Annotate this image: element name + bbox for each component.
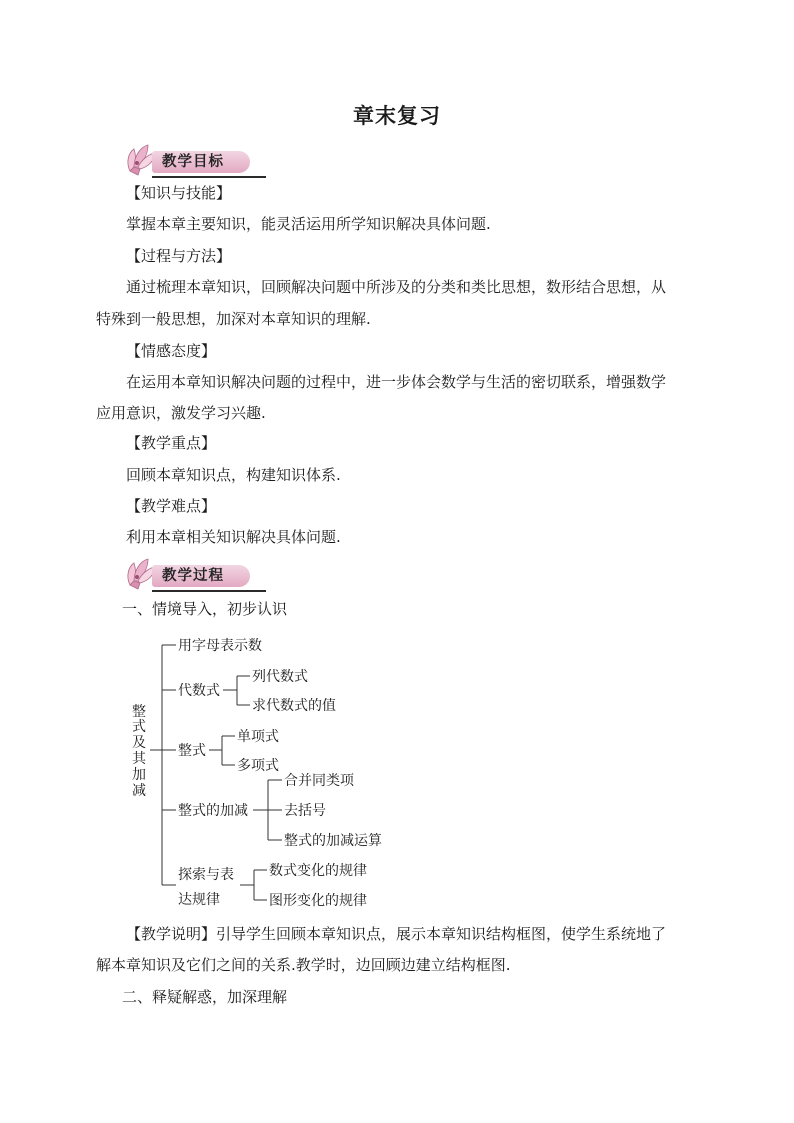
- tree-root-char: 其: [132, 751, 146, 767]
- tree-node: 整式的加减: [178, 803, 248, 819]
- step-1-heading: 一、情境导入，初步认识: [122, 600, 288, 618]
- tree-root-char: 式: [132, 719, 146, 735]
- tree-node: 数式变化的规律: [269, 863, 367, 879]
- tree-node: 单项式: [237, 729, 279, 745]
- knowledge-text: 掌握本章主要知识，能灵活运用所学知识解决具体问题.: [126, 215, 491, 233]
- process-text-1: 通过梳理本章知识，回顾解决问题中所涉及的分类和类比思想，数形结合思想，从: [126, 278, 667, 296]
- teaching-note-1: 【教学说明】引导学生回顾本章知识点，展示本章知识结构框图，使学生系统地了: [126, 925, 667, 943]
- tree-node: 去括号: [284, 803, 326, 819]
- tree-node: 探索与表: [178, 867, 234, 883]
- page-title: 章末复习: [353, 103, 441, 128]
- tree-node: 图形变化的规律: [269, 893, 367, 909]
- tree-node: 用字母表示数: [178, 638, 262, 654]
- process-text-2: 特殊到一般思想，加深对本章知识的理解.: [96, 310, 371, 328]
- difficulty-text: 利用本章相关知识解决具体问题.: [126, 528, 341, 546]
- tree-root-char: 减: [132, 783, 146, 799]
- emotion-heading: 【情感态度】: [126, 342, 217, 360]
- tree-root-char: 整: [132, 704, 146, 720]
- tree-node: 多项式: [237, 758, 279, 774]
- tree-root-char: 加: [132, 767, 146, 783]
- tree-node: 达规律: [178, 892, 220, 908]
- tree-root-char: 及: [132, 735, 146, 751]
- tree-node: 整式: [178, 743, 206, 759]
- process-heading: 【过程与方法】: [126, 247, 232, 265]
- tree-node: 整式的加减运算: [284, 833, 382, 849]
- teaching-note-2: 解本章知识及它们之间的关系.教学时，边回顾边建立结构框图.: [96, 956, 511, 974]
- key-text: 回顾本章知识点，构建知识体系.: [126, 466, 341, 484]
- emotion-text-1: 在运用本章知识解决问题的过程中，进一步体会数学与生活的密切联系，增强数学: [126, 373, 667, 391]
- badge-label: 教学目标: [162, 154, 224, 170]
- tree-node: 列代数式: [252, 669, 308, 685]
- emotion-text-2: 应用意识，激发学习兴趣.: [96, 404, 266, 422]
- key-heading: 【教学重点】: [126, 434, 217, 452]
- tree-node: 代数式: [178, 683, 220, 699]
- difficulty-heading: 【教学难点】: [126, 497, 217, 515]
- step-2-heading: 二、释疑解惑，加深理解: [122, 988, 288, 1006]
- knowledge-heading: 【知识与技能】: [126, 184, 232, 202]
- badge-label: 教学过程: [162, 568, 224, 584]
- tree-node: 合并同类项: [284, 773, 354, 789]
- tree-node: 求代数式的值: [252, 698, 336, 714]
